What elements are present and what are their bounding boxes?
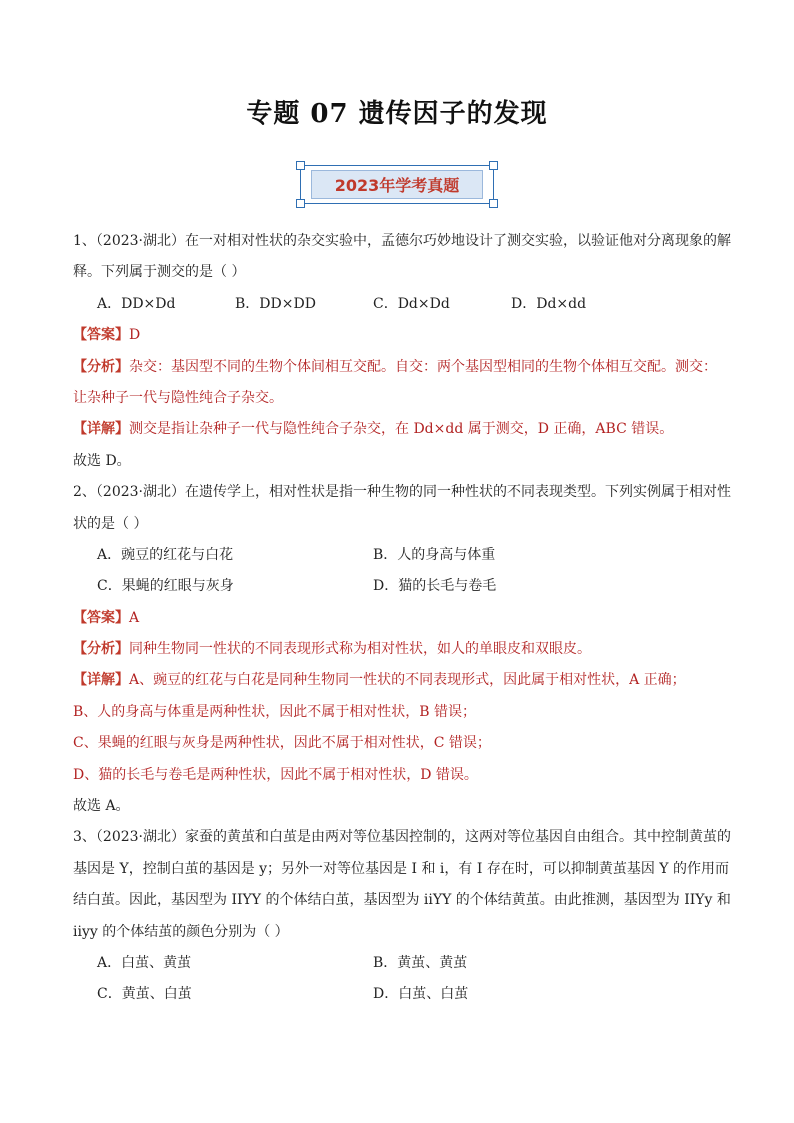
analysis-text: 杂交：基因型不同的生物个体间相互交配。自交：两个基因型相同的生物个体相互交配。测交： [129,358,717,375]
analysis-line [73,634,723,665]
answer-line [73,320,723,351]
options-row [73,979,723,1010]
question-text: 状的是（ ） [73,515,148,532]
page-title: 专题 07 遗传因子的发现 [246,99,548,129]
badge-corner [296,161,305,170]
detail-text: A、豌豆的红花与白花是同种生物同一性状的不同表现形式，因此属于相对性状，A 正确； [129,672,686,689]
options-row [73,571,723,602]
detail-text: C、果蝇的红眼与灰身是两种性状，因此不属于相对性状，C 错误； [73,735,491,752]
question-2 [73,477,731,822]
section-badge [296,161,498,208]
option-c: C．黄茧、白茧 [97,986,192,1003]
detail-text: B、人的身高与体重是两种性状，因此不属于相对性状，B 错误； [73,703,477,720]
answer-line [73,603,723,634]
option-a: A．豌豆的红花与白花 [97,546,234,563]
analysis-text: 让杂种子一代与隐性纯合子杂交。 [73,389,283,406]
question-text: 释。下列属于测交的是（ ） [73,264,246,281]
options-row [73,540,723,571]
detail-text: 测交是指让杂种子一代与隐性纯合子杂交，在 Dd×dd 属于测交，D 正确，ABC 错误。 [129,421,674,438]
option-d: D．猫的长毛与卷毛 [373,578,497,595]
option-c: C．果蝇的红眼与灰身 [97,578,234,595]
option-d: D．Dd×dd [511,295,587,312]
option-d: D．白茧、白茧 [373,986,469,1003]
options-row [73,289,723,320]
question-text: 1、（2023·湖北）在一对相对性状的杂交实验中，孟德尔巧妙地设计了测交实验，以验证他对分离现象的解 [73,233,731,249]
analysis-tag: 【分析】 [73,358,129,375]
option-a: A．DD×Dd [97,295,176,312]
answer-tag: 【答案】 [73,327,129,344]
answer-tag: 【答案】 [73,609,129,626]
question-text: 结白茧。因此，基因型为 IIYY 的个体结白茧，基因型为 iiYY 的个体结黄茧。由此推测，基因型为 IIYy 和 [73,892,731,909]
answer-value: A [129,609,140,626]
analysis-text: 同种生物同一性状的不同表现形式称为相对性状，如人的单眼皮和双眼皮。 [129,641,591,658]
conclusion: 故选 D。 [73,452,131,469]
answer-value: D [129,327,141,344]
detail-line [73,665,723,696]
question-3 [73,822,731,1010]
detail-line [73,414,723,445]
badge-corner [296,199,305,208]
option-b: B．黄茧、黄茧 [373,954,468,971]
question-text: 3、（2023·湖北）家蚕的黄茧和白茧是由两对等位基因控制的，这两对等位基因自由组合。其中控制黄茧的 [73,829,731,846]
question-text: 基因是 Y，控制白茧的基因是 y；另外一对等位基因是 I 和 i，有 I 存在时，可以抑制黄茧基因 Y 的作用而 [73,860,729,877]
badge-corner [489,161,498,170]
analysis-tag: 【分析】 [73,641,129,658]
option-a: A．白茧、黄茧 [97,954,192,971]
badge-label: 2023年学考真题 [311,170,483,199]
option-b: B．人的身高与体重 [373,546,496,563]
options-row [73,948,723,979]
question-1 [73,226,731,477]
option-c: C．Dd×Dd [373,295,450,312]
badge-corner [489,199,498,208]
conclusion: 故选 A。 [73,798,130,815]
detail-tag: 【详解】 [73,672,129,689]
option-b: B．DD×DD [235,295,316,312]
question-text: 2、（2023·湖北）在遗传学上，相对性状是指一种生物的同一种性状的不同表现类型。下列实例属于相对性 [73,484,731,501]
detail-text: D、猫的长毛与卷毛是两种性状，因此不属于相对性状，D 错误。 [73,766,478,783]
question-text: iiyy 的个体结茧的颜色分别为（ ） [73,923,289,940]
document-body [73,226,731,1011]
detail-tag: 【详解】 [73,421,129,438]
analysis-line [73,352,723,383]
